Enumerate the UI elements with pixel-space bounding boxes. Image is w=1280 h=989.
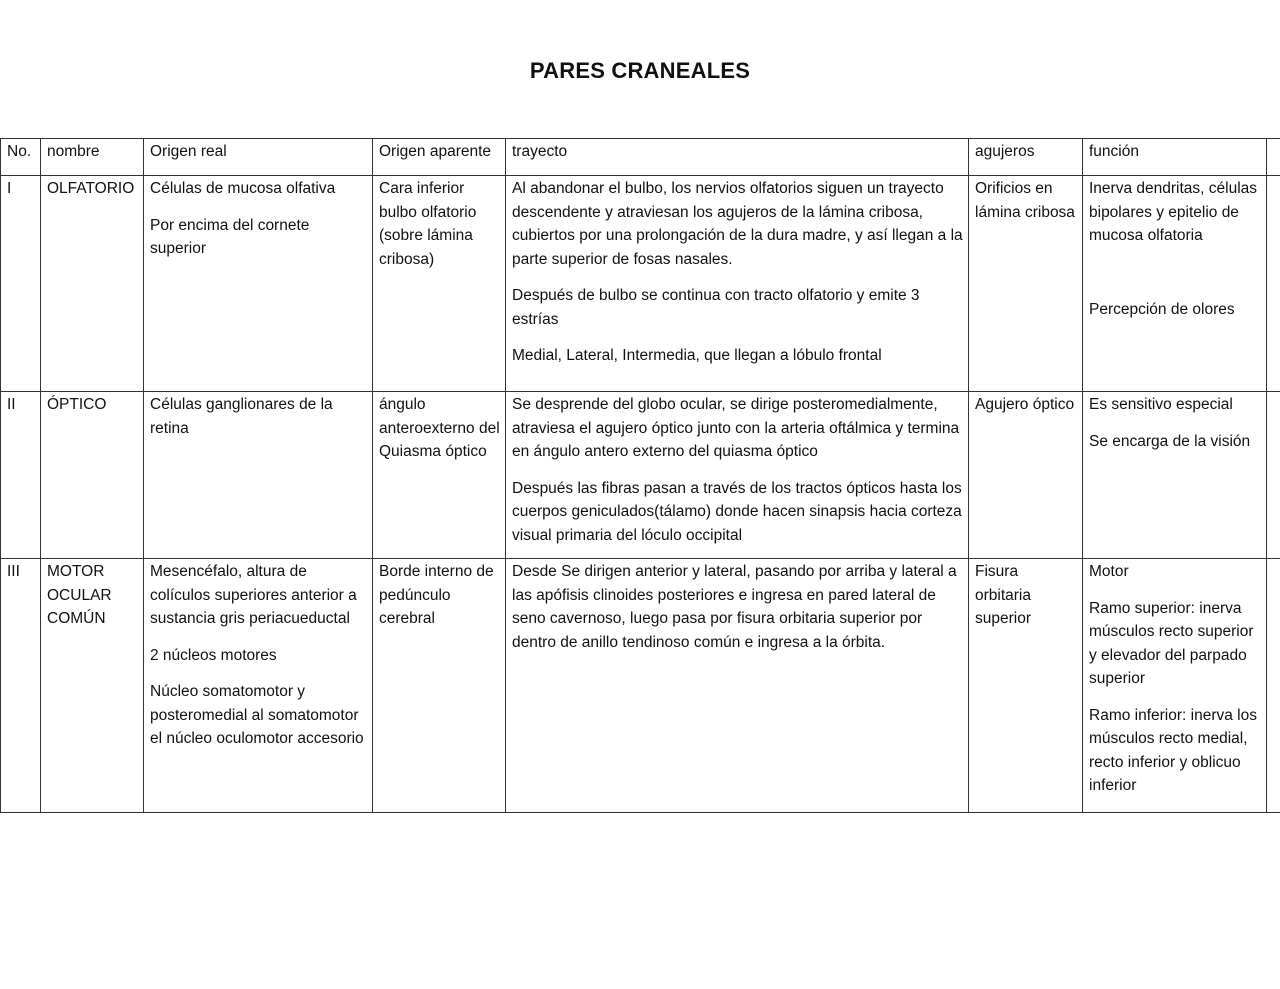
cell-text: Al abandonar el bulbo, los nervios olfatorios siguen un trayecto descendente y atraviesan los agujeros de la lámina cribosa, cubiertos por una prolongación de la dura madre, y así llegan a la parte superior de fosas nasales. <box>512 180 963 268</box>
cell-text: Cara inferior bulbo olfatorio (sobre lámina cribosa) <box>379 180 477 268</box>
cell-text: Por encima del cornete superior <box>150 216 310 257</box>
cell-text: Es sensitivo especial <box>1089 396 1233 413</box>
table-row <box>1 392 1280 559</box>
header-agujeros: agujeros <box>969 139 1083 176</box>
cell-text: Se encarga de la visión <box>1089 432 1251 450</box>
cell-nombre: ÓPTICO <box>41 392 144 559</box>
cell-text: Orificios en lámina cribosa <box>975 180 1075 221</box>
table-edge <box>1267 392 1280 559</box>
table-edge <box>1267 139 1280 176</box>
cell-trayecto <box>506 176 969 392</box>
cell-text: Agujero óptico <box>975 396 1075 413</box>
cell-trayecto <box>506 559 969 813</box>
cell-text: Mesencéfalo, altura de colículos superiores anterior a sustancia gris periacueductal <box>150 563 357 627</box>
cell-text: Ramo inferior: inerva los músculos recto medial, recto inferior y oblicuo inferior <box>1089 706 1257 794</box>
cell-agujeros <box>969 559 1083 813</box>
cell-origen-real <box>144 176 373 392</box>
header-origen-real: Origen real <box>144 139 373 176</box>
cell-text: Núcleo somatomotor y posteromedial al somatomotor el núcleo oculomotor accesorio <box>150 683 364 747</box>
cell-origen-real <box>144 392 373 559</box>
cell-text: Borde interno de pedúnculo cerebral <box>379 563 494 627</box>
cell-text: Percepción de olores <box>1089 300 1235 318</box>
cell-text: Células de mucosa olfativa <box>150 180 336 197</box>
header-nombre: nombre <box>41 139 144 176</box>
cell-origen-aparente <box>373 176 506 392</box>
cell-funcion <box>1083 559 1267 813</box>
table-row <box>1 559 1280 813</box>
cell-no: I <box>1 176 41 392</box>
cell-text: Después las fibras pasan a través de los tractos ópticos hasta los cuerpos geniculados(tálamo) donde hacen sinapsis hacia corteza visual primaria del lóculo occipital <box>512 479 962 544</box>
cell-trayecto <box>506 392 969 559</box>
cell-text: Ramo superior: inerva músculos recto superior y elevador del parpado superior <box>1089 599 1254 687</box>
table-edge <box>1267 176 1280 392</box>
cell-text: Motor <box>1089 563 1129 580</box>
cell-agujeros <box>969 392 1083 559</box>
page-title: PARES CRANEALES <box>529 58 751 83</box>
cell-text: Medial, Lateral, Intermedia, que llegan a lóbulo frontal <box>512 347 882 364</box>
header-origen-aparente: Origen aparente <box>373 139 506 176</box>
cell-origen-aparente <box>373 392 506 559</box>
cell-no: II <box>1 392 41 559</box>
cell-text: Después de bulbo se continua con tracto olfatorio y emite 3 estrías <box>512 287 920 328</box>
header-trayecto: trayecto <box>506 139 969 176</box>
cell-nombre: OLFATORIO <box>41 176 144 392</box>
cell-text: Inerva dendritas, células bipolares y epitelio de mucosa olfatoria <box>1089 180 1258 244</box>
cell-text: Células ganglionares de la retina <box>150 396 333 437</box>
cell-nombre: MOTOR OCULAR COMÚN <box>41 559 144 813</box>
cell-text: 2 núcleos motores <box>150 646 277 664</box>
table-row <box>1 176 1280 392</box>
cell-origen-aparente <box>373 559 506 813</box>
table-header-row <box>1 139 1280 176</box>
cell-funcion <box>1083 176 1267 392</box>
cell-no: III <box>1 559 41 813</box>
table-edge <box>1267 559 1280 813</box>
cranial-nerves-table <box>0 138 1280 813</box>
cell-text: Se desprende del globo ocular, se dirige posteromedialmente, atraviesa el agujero óptico junto con la arteria oftálmica y termina en ángulo antero externo del quiasma óptico <box>512 396 960 460</box>
cell-agujeros <box>969 176 1083 392</box>
cell-funcion <box>1083 392 1267 559</box>
cell-text: Desde Se dirigen anterior y lateral, pasando por arriba y lateral a las apófisis clinoides posteriores e ingresa en pared lateral de seno cavernoso, luego pasa por fisura orbitaria superior por dentro de anillo tendinoso común e ingresa a la órbita. <box>512 563 957 651</box>
header-no: No. <box>1 139 41 176</box>
cell-text: Fisura orbitaria superior <box>975 563 1031 627</box>
cell-origen-real <box>144 559 373 813</box>
header-funcion: función <box>1083 139 1267 176</box>
cell-text: ángulo anteroexterno del Quiasma óptico <box>379 396 500 460</box>
